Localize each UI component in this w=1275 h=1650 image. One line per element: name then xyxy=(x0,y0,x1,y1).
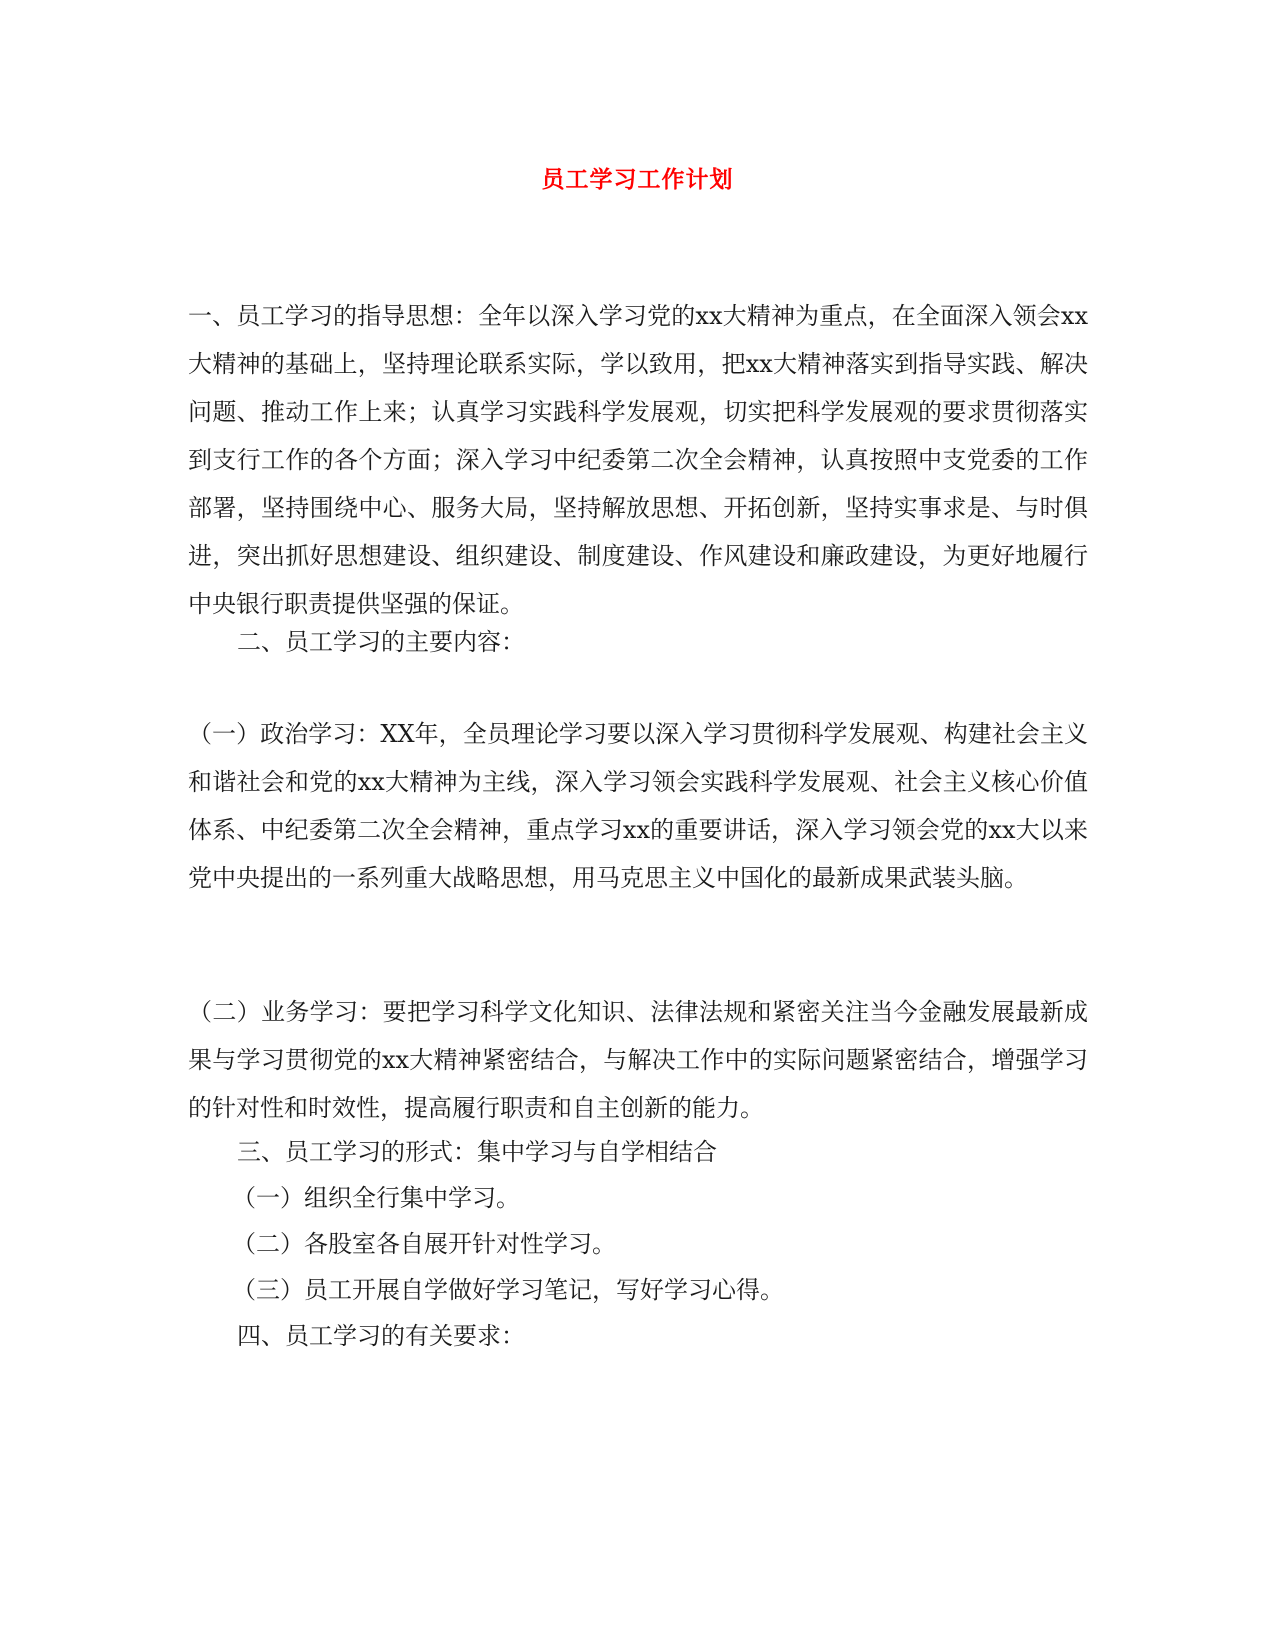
heading-main-content: 二、员工学习的主要内容： xyxy=(237,628,525,656)
paragraph-business-study: （二）业务学习：要把学习科学文化知识、法律法规和紧密关注当今金融发展最新成果与学习贯彻党的xx大精神紧密结合，与解决工作中的实际问题紧密结合，增强学习的针对性和时效性，提高履行职责和自主创新的能力。 xyxy=(188,998,1088,1122)
heading-study-form: 三、员工学习的形式：集中学习与自学相结合 xyxy=(237,1138,717,1166)
paragraph-political-study: （一）政治学习：XX年，全员理论学习要以深入学习贯彻科学发展观、构建社会主义和谐社会和党的xx大精神为主线，深入学习领会实践科学发展观、社会主义核心价值体系、中纪委第二次全会精神，重点学习xx的重要讲话，深入学习领会党的xx大以来党中央提出的一系列重大战略思想，用马克思主义中国化的最新成果武装头脑。 xyxy=(188,720,1088,892)
list-item-self-study: （三）员工开展自学做好学习笔记，写好学习心得。 xyxy=(232,1276,784,1304)
list-item-department-study: （二）各股室各自展开针对性学习。 xyxy=(232,1230,616,1258)
paragraph-guiding-ideology: 一、员工学习的指导思想：全年以深入学习党的xx大精神为重点，在全面深入领会xx大精神的基础上，坚持理论联系实际，学以致用，把xx大精神落实到指导实践、解决问题、推动工作上来；认真学习实践科学发展观，切实把科学发展观的要求贯彻落实到支行工作的各个方面；深入学习中纪委第二次全会精神，认真按照中支党委的工作部署，坚持围绕中心、服务大局，坚持解放思想、开拓创新，坚持实事求是、与时俱进，突出抓好思想建设、组织建设、制度建设、作风建设和廉政建设，为更好地履行中央银行职责提供坚强的保证。 xyxy=(188,302,1088,618)
heading-requirements: 四、员工学习的有关要求： xyxy=(237,1322,525,1350)
list-item-collective-study: （一）组织全行集中学习。 xyxy=(232,1184,520,1212)
document-title: 员工学习工作计划 xyxy=(541,166,734,193)
